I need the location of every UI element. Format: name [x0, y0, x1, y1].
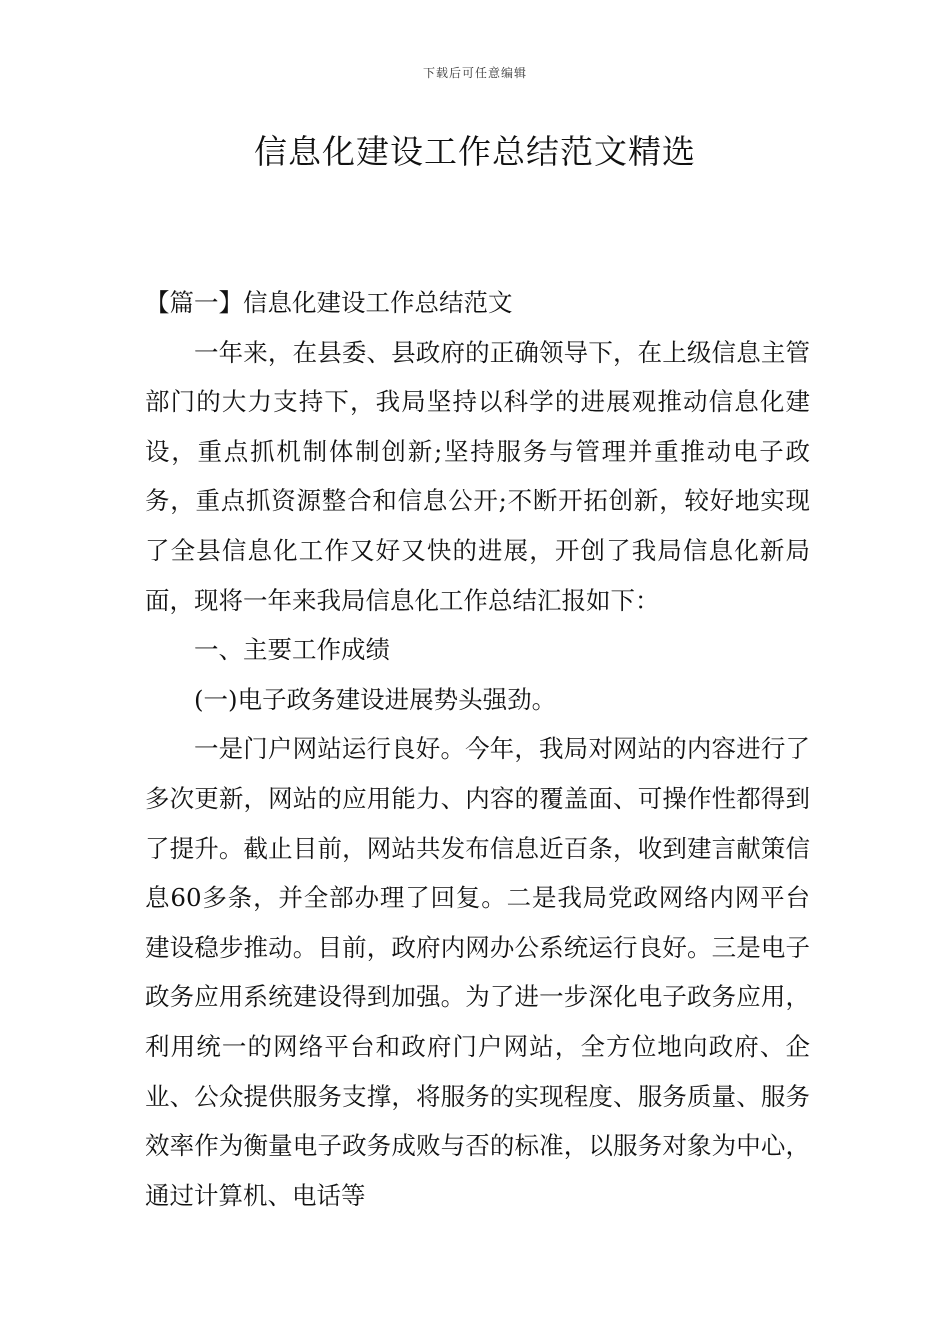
- heading-main-achievements: 一、主要工作成绩: [194, 635, 390, 665]
- document-title: 信息化建设工作总结范文精选: [254, 132, 696, 171]
- paragraph-details: 一是门户网站运行良好。今年，我局对网站的内容进行了多次更新，网站的应用能力、内容的覆盖面、可操作性都得到了提升。截止目前，网站共发布信息近百条，收到建言献策信息60多条，并全部办理了回复。二是我局党政网络内网平台建设稳步推动。目前，政府内网办公系统运行良好。三是电子政务应用系统建设得到加强。为了进一步深化电子政务应用，利用统一的网络平台和政府门户网站，全方位地向政府、企业、公众提供服务支撑，将服务的实现程度、服务质量、服务效率作为衡量电子政务成败与否的标准，以服务对象为中心，通过计算机、电话等: [145, 734, 810, 1210]
- section-label: 【篇一】信息化建设工作总结范文: [145, 288, 513, 317]
- paragraph-intro: 一年来，在县委、县政府的正确领导下，在上级信息主管部门的大力支持下，我局坚持以科学的进展观推动信息化建设，重点抓机制体制创新;坚持服务与管理并重推动电子政务，重点抓资源整合和信息公开;不断开拓创新，较好地实现了全县信息化工作又好又快的进展，开创了我局信息化新局面，现将一年来我局信息化工作总结汇报如下：: [145, 337, 810, 615]
- subheading-e-government: (一)电子政务建设进展势头强劲。: [194, 684, 557, 714]
- document-body: [145, 278, 810, 1220]
- header-note: 下载后可任意编辑: [422, 66, 527, 80]
